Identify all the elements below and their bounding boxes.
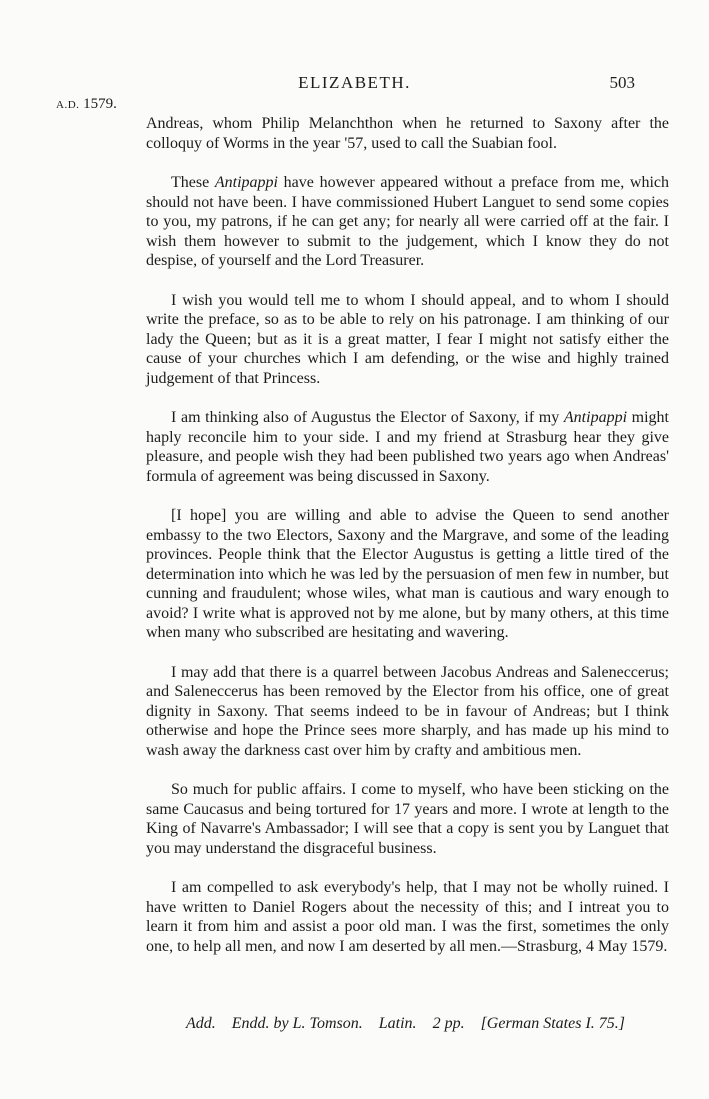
- paragraph-2-title: Antipappi: [214, 174, 278, 191]
- paragraph-2-text-a: These: [171, 174, 215, 191]
- paragraph-8: I am compelled to ask everybody's help, that I may not be wholly ruined. I have written to Daniel Rogers about the necessity of this; and I intreat you to learn it from him and assist a poor old man. I was the first, sometimes the only one, to help all men, and now I am deserted by all men.—Strasburg, 4 May 1579.: [146, 879, 669, 955]
- margin-ad: A.D.: [56, 99, 80, 111]
- running-title: ELIZABETH.: [298, 73, 411, 92]
- margin-year: 1579.: [83, 96, 117, 112]
- paragraph-4-text-b: might haply reconcile him to your side. I and my friend at Strasburg hear they give pleasure, and people wish they had been published two years ago when Andreas' formula of agreement was being discussed in Saxony.: [146, 409, 669, 485]
- paragraph-3: I wish you would tell me to whom I should appeal, and to whom I should write the preface, so as to be able to rely on his patronage. I am thinking of our lady the Queen; but as it is a great matter, I fear I might not satisfy either the cause of your churches which I am defending, or the wise and highly trained judgement of that Princess.: [146, 291, 669, 387]
- letter-body: [146, 114, 669, 976]
- paragraph-2: [146, 173, 669, 271]
- footer-language: Latin.: [378, 1015, 417, 1032]
- paragraph-4: [146, 408, 669, 486]
- paragraph-4-title: Antipappi: [563, 409, 628, 426]
- paragraph-2-text-b: have however appeared without a preface from me, which should not have been. I have commissioned Hubert Languet to send some copies to you, my patrons, if he can get any; for nearly all were carried off at the fair. I wish them however to submit to the judgement, which I know they do not despise, of yourself and the Lord Treasurer.: [146, 174, 670, 269]
- paragraph-5: [I hope] you are willing and able to advise the Queen to send another embassy to the two Electors, Saxony and the Margrave, and some of the leading provinces. People think that the Elector Augustus is getting a little tired of the determination into which he was led by the persuasion of men few in number, but cunning and fraudulent; whose wiles, what man is cautious and wary enough to avoid? I write what is approved not by me alone, but by many others, at this time when many who subscribed are hesitating and wavering.: [146, 507, 669, 641]
- footer-reference: [German States I. 75.]: [480, 1015, 625, 1032]
- paragraph-6: I may add that there is a quarrel between Jacobus Andreas and Saleneccerus; and Saleneccerus has been removed by the Elector from his office, one of great dignity in Saxony. That seems indeed to be in favour of Andreas; but I think otherwise and hope the Prince sees more sharply, and has made up his mind to wash away the darkness cast over him by crafty and ambitious men.: [146, 663, 669, 759]
- footer-add: Add.: [186, 1015, 216, 1032]
- endorsement-note: [186, 1015, 637, 1033]
- page-number: 503: [609, 73, 635, 92]
- paragraph-1: Andreas, whom Philip Melanchthon when he returned to Saxony after the colloquy of Worms in the year '57, used to call the Suabian fool.: [146, 115, 669, 152]
- paragraph-4-text-a: I am thinking also of Augustus the Elector of Saxony, if my: [171, 409, 564, 426]
- margin-date: [56, 96, 117, 113]
- footer-pages: 2 pp.: [432, 1015, 465, 1032]
- footer-endorsement: Endd. by L. Tomson.: [231, 1015, 363, 1032]
- paragraph-7: So much for public affairs. I come to myself, who have been sticking on the same Caucasus and being tortured for 17 years and more. I wrote at length to the King of Navarre's Ambassador; I will see that a copy is sent you by Languet that you may understand the disgraceful business.: [146, 781, 669, 857]
